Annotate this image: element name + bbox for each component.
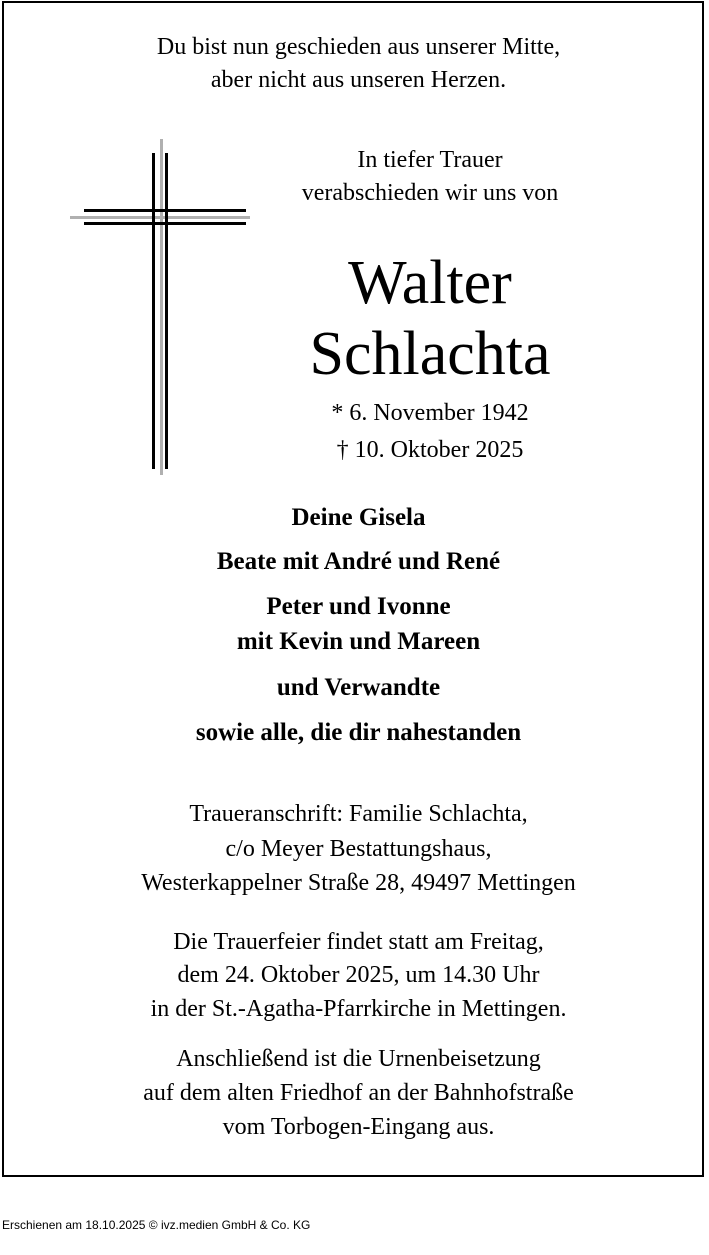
motto-line-2: aber nicht aus unseren Herzen.: [210, 67, 507, 93]
burial-line-2: auf dem alten Friedhof an der Bahnhofstraße: [143, 1080, 574, 1106]
burial-line-1: Anschließend ist die Urnenbeisetzung: [176, 1046, 541, 1072]
burial-line-3: vom Torbogen-Eingang aus.: [222, 1114, 495, 1140]
intro-line-2: verabschieden wir uns von: [301, 180, 559, 206]
service-line-2: dem 24. Oktober 2025, um 14.30 Uhr: [177, 962, 540, 988]
mourner-line-2: Beate mit André und René: [216, 548, 501, 575]
motto-line-1: Du bist nun geschieden aus unserer Mitte,: [156, 34, 561, 60]
service-line-1: Die Trauerfeier findet statt am Freitag,: [173, 929, 544, 955]
service-line-3: in der St.-Agatha-Pfarrkirche in Mettingen.: [150, 996, 567, 1022]
intro-line-1: In tiefer Trauer: [357, 147, 503, 173]
death-date: † 10. Oktober 2025: [336, 437, 524, 463]
address-line-1: Traueranschrift: Familie Schlachta,: [189, 801, 528, 827]
mourner-line-5: und Verwandte: [276, 674, 441, 701]
obituary-notice: [2, 1, 704, 1177]
mourner-line-6: sowie alle, die dir nahestanden: [195, 719, 522, 746]
address-line-3: Westerkappelner Straße 28, 49497 Mettingen: [141, 870, 576, 896]
deceased-first-name: Walter: [348, 249, 512, 317]
publication-footer: Erschienen am 18.10.2025 © ivz.medien GmbH & Co. KG: [2, 1218, 311, 1232]
address-line-2: c/o Meyer Bestattungshaus,: [225, 836, 492, 862]
mourner-line-4: mit Kevin und Mareen: [236, 628, 481, 655]
deceased-last-name: Schlachta: [309, 320, 551, 388]
mourner-line-1: Deine Gisela: [291, 504, 426, 531]
cross-icon: [70, 139, 252, 475]
mourner-line-3: Peter und Ivonne: [266, 593, 451, 620]
birth-date: * 6. November 1942: [331, 400, 529, 426]
